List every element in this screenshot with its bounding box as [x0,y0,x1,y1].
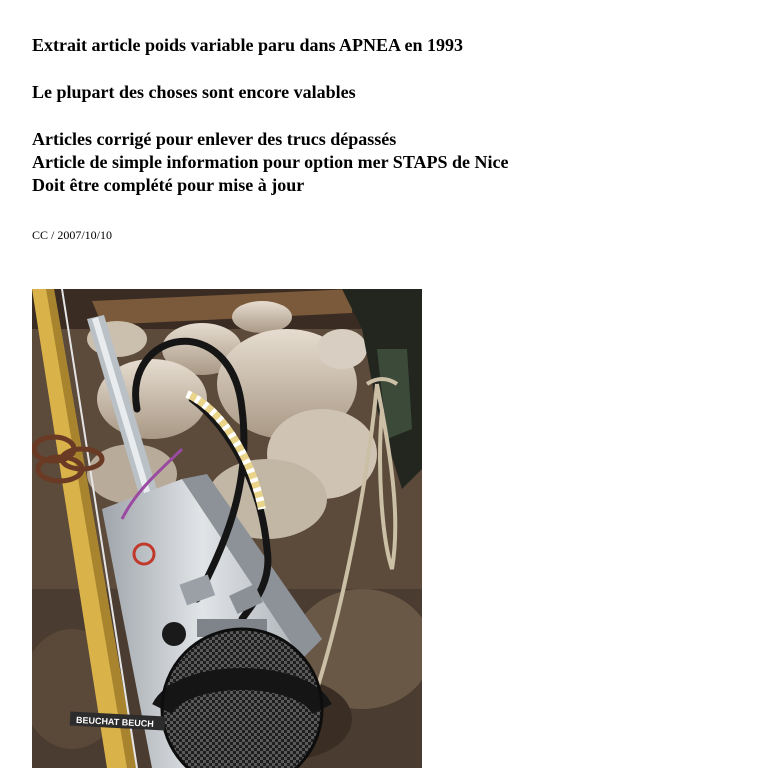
note-line: Doit être complété pour mise à jour [32,175,305,195]
brand-text: BEUCHAT BEUCH [75,714,155,729]
note-line: Articles corrigé pour enlever des trucs dépassés [32,129,397,149]
credit-date: CC / 2007/10/10 [32,228,113,242]
note-line: Article de simple information pour option mer STAPS de Nice [32,152,509,172]
document-title: Extrait article poids variable paru dans APNEA en 1993 [32,35,464,55]
document-subtitle: Le plupart des choses sont encore valables [32,82,356,102]
photo-illustration [32,289,422,768]
variable-weight-sled-photo [32,289,422,768]
